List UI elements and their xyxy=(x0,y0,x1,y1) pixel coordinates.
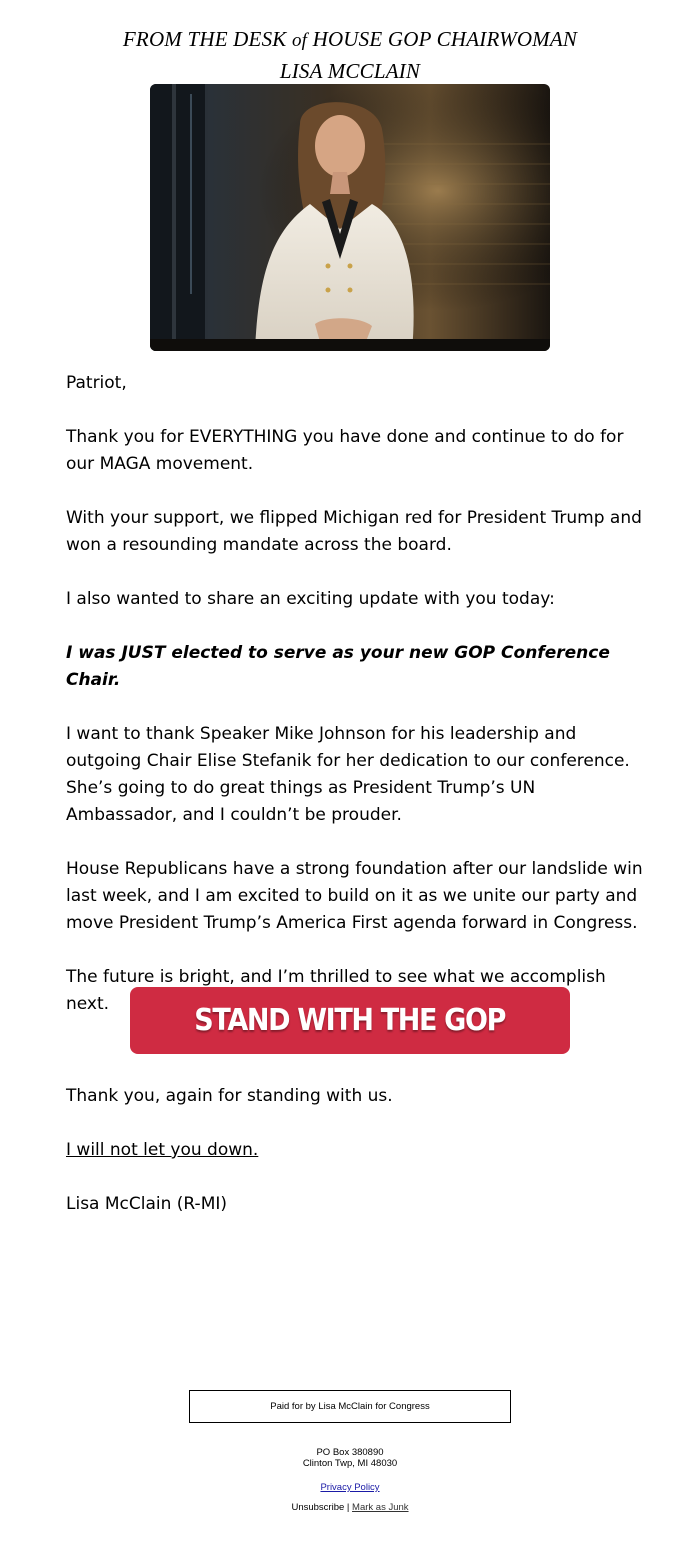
privacy-policy-link[interactable]: Privacy Policy xyxy=(320,1482,380,1493)
mailing-address xyxy=(0,1447,700,1469)
paragraph-thanks: Thank you for EVERYTHING you have done and continue to do for our MAGA movement. xyxy=(66,427,624,474)
paid-for-disclaimer: Paid for by Lisa McClain for Congress xyxy=(189,1390,511,1423)
unsubscribe-text[interactable]: Unsubscribe xyxy=(291,1502,345,1513)
paragraph-update-intro: I also wanted to share an exciting update with you today: xyxy=(66,589,555,609)
paragraph-michigan: With your support, we flipped Michigan red for President Trump and won a resounding mandate across the board. xyxy=(66,508,642,555)
paragraph-future: The future is bright, and I’m thrilled to see what we accomplish next. xyxy=(66,967,606,1014)
stand-with-gop-button[interactable] xyxy=(130,987,570,1054)
address-line-2: Clinton Twp, MI 48030 xyxy=(302,1458,398,1469)
letterhead-line-2: LISA MCCLAIN xyxy=(279,59,421,83)
promise-link[interactable]: I will not let you down. xyxy=(66,1140,259,1160)
cta-label[interactable]: STAND WITH THE GOP xyxy=(194,1003,506,1038)
unsubscribe-row xyxy=(0,1502,700,1513)
greeting: Patriot, xyxy=(66,373,127,393)
footer-separator: | xyxy=(344,1502,353,1513)
mark-as-junk-link[interactable]: Mark as Junk xyxy=(352,1502,409,1513)
paragraph-foundation: House Republicans have a strong foundation after our landslide win last week, and I am excited to build on it as we unite our party and move President Trump’s America First agenda forward in Congress. xyxy=(66,859,643,933)
paragraph-elected: I was JUST elected to serve as your new GOP Conference Chair. xyxy=(66,643,610,690)
letterhead-line-1: FROM THE DESK of HOUSE GOP CHAIRWOMAN xyxy=(122,27,578,51)
closing-thanks: Thank you, again for standing with us. xyxy=(66,1086,393,1106)
letter-body xyxy=(66,370,646,1045)
signature: Lisa McClain (R-MI) xyxy=(66,1194,228,1214)
paragraph-speaker: I want to thank Speaker Mike Johnson for his leadership and outgoing Chair Elise Stefanik for her dedication to our conference. She’s going to do great things as President Trump’s UN Ambassador, and I couldn’t be prouder. xyxy=(66,724,630,825)
letter-closing xyxy=(66,1083,646,1245)
letterhead xyxy=(0,24,700,86)
address-line-1: PO Box 380890 xyxy=(316,1447,384,1458)
privacy-row xyxy=(0,1482,700,1493)
portrait-photo xyxy=(150,84,550,351)
